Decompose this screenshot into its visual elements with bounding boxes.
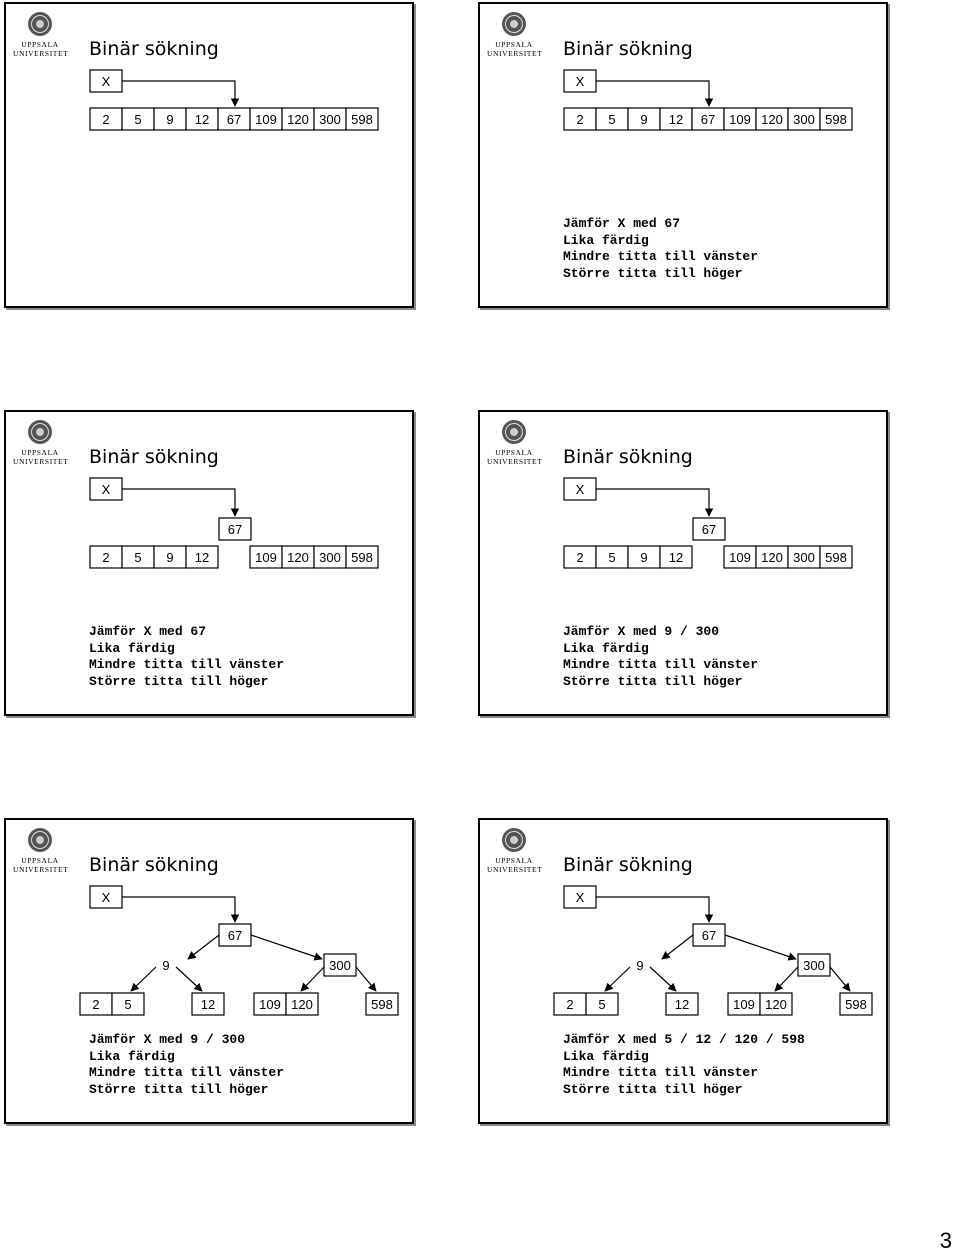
mid-right-node: 300 bbox=[803, 958, 825, 973]
slide-title: Binär sökning bbox=[563, 446, 693, 468]
leaf-box: 120 bbox=[291, 997, 313, 1012]
note-line: Lika färdig bbox=[563, 1048, 649, 1064]
note-line: Större titta till höger bbox=[89, 1081, 269, 1097]
tree-diagram bbox=[480, 880, 890, 1020]
array-box: 12 bbox=[668, 112, 684, 127]
x-label: X bbox=[101, 890, 111, 905]
array-box: 598 bbox=[825, 112, 847, 127]
array-box: 67 bbox=[700, 112, 716, 127]
leaf-box: 2 bbox=[566, 997, 574, 1012]
university-seal-icon bbox=[501, 419, 527, 445]
uppsala-logo bbox=[487, 827, 541, 879]
array-box: 5 bbox=[134, 112, 142, 127]
logo-text-line2: UNIVERSITET bbox=[487, 49, 543, 58]
note-line: Större titta till höger bbox=[563, 1081, 743, 1097]
root-node: 67 bbox=[227, 928, 243, 943]
x-label: X bbox=[101, 482, 111, 497]
leaf-box: 2 bbox=[92, 997, 100, 1012]
note-line: Mindre titta till vänster bbox=[89, 657, 285, 672]
root-node: 67 bbox=[701, 928, 717, 943]
note-line: Jämför X med 5 / 12 / 120 / 598 bbox=[563, 1032, 805, 1047]
note-line: Jämför X med 67 bbox=[563, 216, 681, 231]
array-box: 120 bbox=[287, 112, 309, 127]
array-boxes bbox=[564, 108, 852, 130]
mid-right-node: 300 bbox=[329, 958, 351, 973]
leaf-box: 109 bbox=[733, 997, 755, 1012]
array-box: 598 bbox=[351, 550, 373, 565]
array-box: 109 bbox=[255, 550, 277, 565]
slide-3 bbox=[4, 410, 414, 716]
array-diagram bbox=[480, 64, 890, 204]
array-box: 300 bbox=[793, 550, 815, 565]
university-seal-icon bbox=[501, 11, 527, 37]
uppsala-logo bbox=[487, 11, 541, 63]
leaf-box: 12 bbox=[674, 997, 690, 1012]
array-box: 2 bbox=[576, 550, 584, 565]
slide-5 bbox=[4, 818, 414, 1124]
note-line: Mindre titta till vänster bbox=[563, 657, 759, 672]
slide-1 bbox=[4, 2, 414, 308]
logo-text-line2: UNIVERSITET bbox=[13, 457, 69, 466]
note-line: Jämför X med 9 / 300 bbox=[89, 1032, 246, 1047]
slide-notes bbox=[89, 1032, 284, 1098]
array-box: 300 bbox=[319, 550, 341, 565]
array-box: 2 bbox=[102, 112, 110, 127]
array-box: 598 bbox=[825, 550, 847, 565]
slide-title: Binär sökning bbox=[563, 854, 693, 876]
array-box: 120 bbox=[761, 550, 783, 565]
array-box: 5 bbox=[608, 112, 616, 127]
uppsala-logo bbox=[13, 827, 67, 879]
slide-2 bbox=[478, 2, 888, 308]
note-line: Jämför X med 67 bbox=[89, 624, 207, 639]
array-box: 598 bbox=[351, 112, 373, 127]
right-array bbox=[724, 546, 852, 568]
root-node: 67 bbox=[701, 522, 717, 537]
note-line: Mindre titta till vänster bbox=[563, 249, 759, 264]
logo-text-line1: UPPSALA bbox=[495, 40, 533, 49]
slide-6 bbox=[478, 818, 888, 1124]
logo-text-line1: UPPSALA bbox=[495, 856, 533, 865]
logo-text-line1: UPPSALA bbox=[21, 856, 59, 865]
note-line: Jämför X med 9 / 300 bbox=[563, 624, 720, 639]
slide-title: Binär sökning bbox=[563, 38, 693, 60]
note-line: Lika färdig bbox=[89, 1048, 175, 1064]
logo-text-line2: UNIVERSITET bbox=[13, 865, 69, 874]
uppsala-logo bbox=[487, 419, 541, 471]
mid-left-node: 9 bbox=[636, 958, 644, 973]
university-seal-icon bbox=[27, 827, 53, 853]
leaf-box: 12 bbox=[200, 997, 216, 1012]
array-box: 12 bbox=[668, 550, 684, 565]
x-label: X bbox=[575, 890, 585, 905]
leaf-box: 598 bbox=[371, 997, 393, 1012]
uppsala-logo bbox=[13, 419, 67, 471]
array-box: 120 bbox=[287, 550, 309, 565]
logo-text-line1: UPPSALA bbox=[21, 448, 59, 457]
array-box: 9 bbox=[640, 550, 648, 565]
slide-title: Binär sökning bbox=[89, 446, 219, 468]
logo-text-line1: UPPSALA bbox=[21, 40, 59, 49]
array-box: 109 bbox=[729, 550, 751, 565]
array-box: 67 bbox=[226, 112, 242, 127]
logo-text-line2: UNIVERSITET bbox=[487, 865, 543, 874]
array-box: 2 bbox=[576, 112, 584, 127]
array-box: 109 bbox=[729, 112, 751, 127]
logo-text-line2: UNIVERSITET bbox=[487, 457, 543, 466]
x-label: X bbox=[575, 482, 585, 497]
root-node: 67 bbox=[227, 522, 243, 537]
slide-notes bbox=[563, 216, 758, 282]
left-array bbox=[564, 546, 692, 568]
slide-title: Binär sökning bbox=[89, 854, 219, 876]
slide-4 bbox=[478, 410, 888, 716]
note-line: Större titta till höger bbox=[89, 673, 269, 689]
note-line: Lika färdig bbox=[563, 640, 649, 656]
note-line: Lika färdig bbox=[563, 232, 649, 248]
leaf-box: 5 bbox=[124, 997, 132, 1012]
array-box: 9 bbox=[166, 550, 174, 565]
array-box: 9 bbox=[166, 112, 174, 127]
note-line: Lika färdig bbox=[89, 640, 175, 656]
array-box: 300 bbox=[793, 112, 815, 127]
leaf-box: 120 bbox=[765, 997, 787, 1012]
page-number: 3 bbox=[939, 1228, 952, 1253]
leaf-boxes bbox=[80, 993, 398, 1015]
array-boxes bbox=[90, 108, 378, 130]
university-seal-icon bbox=[27, 419, 53, 445]
slide-notes bbox=[89, 624, 284, 690]
slide-title: Binär sökning bbox=[89, 38, 219, 60]
left-array bbox=[90, 546, 218, 568]
array-box: 300 bbox=[319, 112, 341, 127]
array-diagram bbox=[6, 64, 416, 204]
array-box: 9 bbox=[640, 112, 648, 127]
array-box: 12 bbox=[194, 112, 210, 127]
slide-notes bbox=[563, 1032, 805, 1098]
university-seal-icon bbox=[501, 827, 527, 853]
array-box: 2 bbox=[102, 550, 110, 565]
logo-text-line2: UNIVERSITET bbox=[13, 49, 69, 58]
logo-text-line1: UPPSALA bbox=[495, 448, 533, 457]
mid-left-node: 9 bbox=[162, 958, 170, 973]
tree-diagram bbox=[6, 880, 416, 1020]
right-array bbox=[250, 546, 378, 568]
slide-notes bbox=[563, 624, 758, 690]
leaf-box: 5 bbox=[598, 997, 606, 1012]
array-box: 12 bbox=[194, 550, 210, 565]
x-label: X bbox=[575, 74, 585, 89]
array-box: 109 bbox=[255, 112, 277, 127]
leaf-boxes bbox=[554, 993, 872, 1015]
note-line: Större titta till höger bbox=[563, 265, 743, 281]
note-line: Mindre titta till vänster bbox=[89, 1065, 285, 1080]
note-line: Större titta till höger bbox=[563, 673, 743, 689]
split-array-diagram bbox=[480, 472, 890, 612]
leaf-box: 109 bbox=[259, 997, 281, 1012]
array-box: 5 bbox=[134, 550, 142, 565]
university-seal-icon bbox=[27, 11, 53, 37]
x-label: X bbox=[101, 74, 111, 89]
array-box: 120 bbox=[761, 112, 783, 127]
note-line: Mindre titta till vänster bbox=[563, 1065, 759, 1080]
array-box: 5 bbox=[608, 550, 616, 565]
leaf-box: 598 bbox=[845, 997, 867, 1012]
split-array-diagram bbox=[6, 472, 416, 612]
uppsala-logo bbox=[13, 11, 67, 63]
